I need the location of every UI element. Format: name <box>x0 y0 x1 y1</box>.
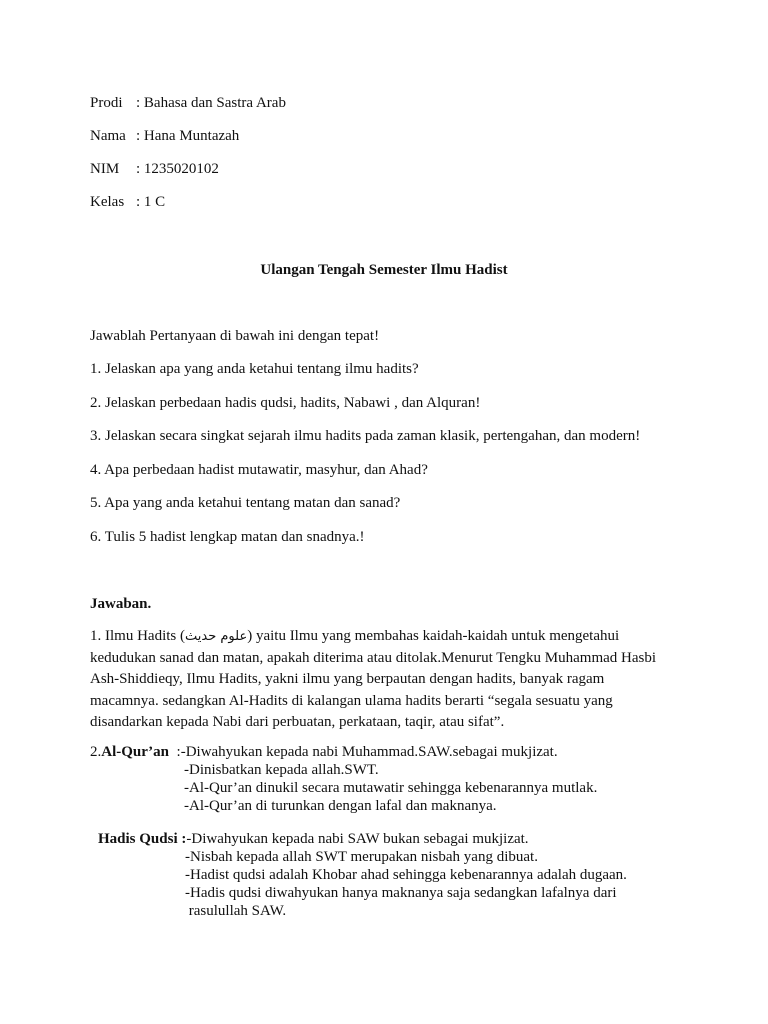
meta-value: : Hana Muntazah <box>136 128 240 144</box>
answer-1-line <box>90 626 680 648</box>
hadis-qudsi-definition <box>98 830 627 920</box>
quran-point: -Dinisbatkan kepada allah.SWT. <box>184 762 379 778</box>
page-title: Ulangan Tengah Semester Ilmu Hadist <box>260 262 508 278</box>
question-item: 2. Jelaskan perbedaan hadis qudsi, hadits, Nabawi , dan Alquran! <box>90 395 481 411</box>
quran-point: -Al-Qur’an di turunkan dengan lafal dan maknanya. <box>184 798 497 814</box>
qudsi-point: -Hadis qudsi diwahyukan hanya maknanya saja sedangkan lafalnya dari <box>185 885 617 901</box>
qudsi-point: rasulullah SAW. <box>185 903 287 919</box>
arabic-term: علوم حديث <box>185 629 248 644</box>
meta-label: Prodi <box>90 95 123 111</box>
answer-1-line: Ash-Shiddieqy, Ilmu Hadits, yakni ilmu yang berpautan dengan hadits, banyak ragam <box>90 671 605 687</box>
qudsi-first-row <box>98 830 627 848</box>
qudsi-point: -Nisbah kepada allah SWT merupakan nisbah yang dibuat. <box>185 849 538 865</box>
answer-2-number: 2. <box>90 744 102 760</box>
answer-1-line: kedudukan sanad dan matan, apakah diterima atau ditolak.Menurut Tengku Muhammad Hasbi <box>90 649 657 666</box>
meta-prodi <box>90 94 286 112</box>
question-item: 1. Jelaskan apa yang anda ketahui tentang ilmu hadits? <box>90 361 419 377</box>
question-item: 5. Apa yang anda ketahui tentang matan dan sanad? <box>90 495 401 511</box>
answer-1-line: macamnya. sedangkan Al-Hadits di kalangan ulama hadits berarti “segala sesuatu yang <box>90 692 613 709</box>
quran-point: -Al-Qur’an dinukil secara mutawatir sehingga kebenarannya mutlak. <box>184 780 598 796</box>
qudsi-term: Hadis Qudsi : <box>98 831 187 847</box>
meta-value: : 1 C <box>136 194 166 210</box>
meta-nama <box>90 127 239 145</box>
answer-1-line: disandarkan kepada Nabi dari perbuatan, perkataan, taqir, atau sifat”. <box>90 714 505 730</box>
meta-label: Nama <box>90 128 126 144</box>
answer-1-paragraph <box>90 626 680 734</box>
qudsi-point: -Hadist qudsi adalah Khobar ahad sehingga kebenarannya adalah dugaan. <box>185 867 627 883</box>
meta-label: NIM <box>90 161 120 177</box>
question-item: 3. Jelaskan secara singkat sejarah ilmu hadits pada zaman klasik, pertengahan, dan modern! <box>90 428 641 444</box>
quran-term: Al-Qur’an <box>101 744 170 760</box>
meta-value: : 1235020102 <box>136 161 219 177</box>
instruction-text: Jawablah Pertanyaan di bawah ini dengan tepat! <box>90 328 380 344</box>
question-item: 6. Tulis 5 hadist lengkap matan dan snadnya.! <box>90 529 365 545</box>
answers-heading: Jawaban. <box>90 596 152 612</box>
question-item: 4. Apa perbedaan hadist mutawatir, masyhur, dan Ahad? <box>90 462 428 478</box>
answer-1-prefix: 1. Ilmu Hadits ( <box>90 628 185 644</box>
meta-nim <box>90 160 219 178</box>
meta-kelas <box>90 193 165 211</box>
meta-value: : Bahasa dan Sastra Arab <box>136 95 286 111</box>
quran-point: :-Diwahyukan kepada nabi Muhammad.SAW.sebagai mukjizat. <box>169 744 558 760</box>
meta-label: Kelas <box>90 194 125 210</box>
quran-definition <box>90 743 597 815</box>
answer-1-rest: ) yaitu Ilmu yang membahas kaidah-kaidah untuk mengetahui <box>247 628 620 644</box>
qudsi-point: -Diwahyukan kepada nabi SAW bukan sebagai mukjizat. <box>186 831 529 847</box>
quran-first-row <box>90 743 597 761</box>
